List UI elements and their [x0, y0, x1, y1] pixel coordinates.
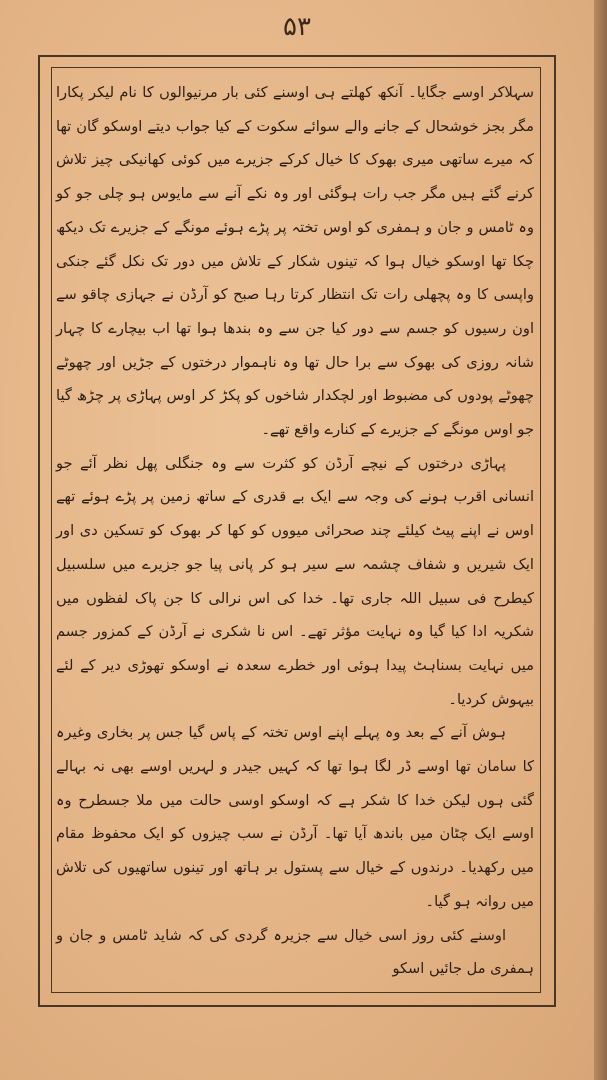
- paragraph: اوسنے کئی روز اسی خیال سے جزیرہ گردی کی کہ شاید ٹامس و جان و ہمفری مل جائیں اسکو: [56, 926, 534, 978]
- paragraph: ہوش آنے کے بعد وہ پہلے اپنے اوس تختہ کے پاس گیا جس پر بخاری وغیرہ کا سامان تھا اوسے ڈر لگا ہوا تھا کہ کہیں جیدر و لہریں اوسے بھی نہ بہالے گئی ہوں لیکن خدا کا شکر ہے کہ اوسکو اوسی حالت میں ملا جسطرح وہ اوسے ایک چٹان میں باندھ آیا تھا۔ آرڈن نے سب چیزوں کو ایک محفوظ مقام میں رکھدیا۔ درندوں کے خیال سے پستول بر ہاتھ اور تینوں ساتھیوں کی تلاش میں روانہ ہو گیا۔: [56, 724, 534, 910]
- urdu-text-body: [56, 76, 534, 986]
- book-spine-edge: [594, 0, 607, 1080]
- page-number: ۵۳: [283, 12, 311, 42]
- paragraph: سہلاکر اوسے جگایا۔ آنکھ کھلتے ہی اوسنے کئی بار مرنیوالوں کا نام لیکر پکارا مگر بجز خوشحال کے جانے والے سوائے سکوت کے کیا جواب دیتے اوسکو گان تھا کہ میرے ساتھی میری بھوک کا خیال کرکے جزیرے میں کوئی کھانیکی چیز تلاش کرنے گئے ہیں مگر جب رات ہوگئی اور وہ نکے آنے سے مایوس ہو چلی جو کو وہ ٹامس و جان و ہمفری کو اوس تختہ پر پڑے ہوئے مونگے کے جزیرے تک دیکھ چکا تھا اوسکو خیال ہوا کہ تینوں شکار کے تلاش میں دور تک نکل گئے جنکی واپسی کا وہ پچھلی رات تک انتظار کرتا رہا صبح کو آرڈن نے جہازی چاقو سے اون رسیوں کو جسم سے دور کیا جن سے وہ بندھا ہوا تھا اب بیچارے کا چہار شانہ روزی کی بھوک سے برا حال تھا وہ ناہموار درختوں کے جڑیں اور چھوٹے چھوٹے پودوں کی مضبوط اور لچکدار شاخوں کو پکڑ کر اوس پہاڑی پر چڑھ گیا جو اوس مونگے کے جزیرے کے کنارے واقع تھے۔: [56, 84, 534, 439]
- paragraph: پہاڑی درختوں کے نیچے آرڈن کو کثرت سے وہ جنگلی پھل نظر آئے جو انسانی اقرب ہونے کی وجہ سے ایک بے قدری کے ساتھ زمین پر پڑے ہوئے تھے اوس نے اپنے پیٹ کیلئے چند صحرائی میووں کو کھا کر بھوک کو تسکین دی اور ایک شیریں و شفاف چشمہ سے سیر ہو کر پانی پیا جو جزیرے میں سلسبیل کیطرح فی سبیل اللہ جاری تھا۔ خدا کی اس نرالی کا جن پاک لفظوں میں شکریہ ادا کیا گیا وہ نہایت مؤثر تھے۔ اس نا شکری نے آرڈن کے کمزور جسم میں نہایت بسناہٹ پیدا ہوئی اور خطرے سعدہ نے اوسکو تھوڑی دیر کے لئے بیہوش کردیا۔: [56, 454, 534, 708]
